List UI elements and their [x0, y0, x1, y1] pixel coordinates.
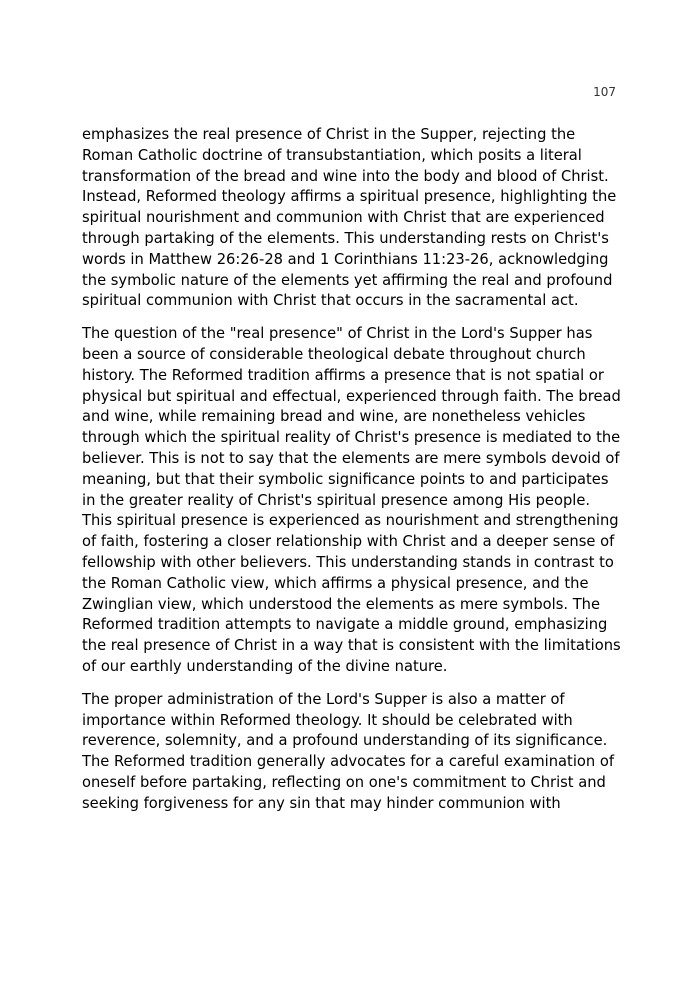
- body-text: [82, 125, 622, 827]
- paragraph-3: The proper administration of the Lord's Supper is also a matter of importance within Reformed theology. It should be celebrated with reverence, solemnity, and a profound understanding of its significance. The Reformed tradition generally advocates for a careful examination of oneself before partaking, reflecting on one's commitment to Christ and seeking forgiveness for any sin that may hinder communion with: [82, 690, 615, 812]
- paragraph-2: The question of the "real presence" of Christ in the Lord's Supper has been a source of considerable theological debate throughout church history. The Reformed tradition affirms a presence that is not spatial or physical but spiritual and effectual, experienced through faith. The bread and wine, while remaining bread and wine, are nonetheless vehicles through which the spiritual reality of Christ's presence is mediated to the believer. This is not to say that the elements are mere symbols devoid of meaning, but that their symbolic significance points to and participates in the greater reality of Christ's spiritual presence among His people. This spiritual presence is experienced as nourishment and strengthening of faith, fostering a closer relationship with Christ and a deeper sense of fellowship with other believers. This understanding stands in contrast to the Roman Catholic view, which affirms a physical presence, and the Zwinglian view, which understood the elements as mere symbols. The Reformed tradition attempts to navigate a middle ground, emphasizing the real presence of Christ in a way that is consistent with the limitations of our earthly understanding of the divine nature.: [82, 325, 621, 675]
- paragraph-1: emphasizes the real presence of Christ in the Supper, rejecting the Roman Catholic doctrine of transubstantiation, which posits a literal transformation of the bread and wine into the body and blood of Christ. Instead, Reformed theology affirms a spiritual presence, highlighting the spiritual nourishment and communion with Christ that are experienced through partaking of the elements. This understanding rests on Christ's words in Matthew 26:26-28 and 1 Corinthians 11:23-26, acknowledging the symbolic nature of the elements yet affirming the real and profound spiritual communion with Christ that occurs in the sacramental act.: [82, 126, 617, 310]
- page-number: 107: [593, 85, 616, 99]
